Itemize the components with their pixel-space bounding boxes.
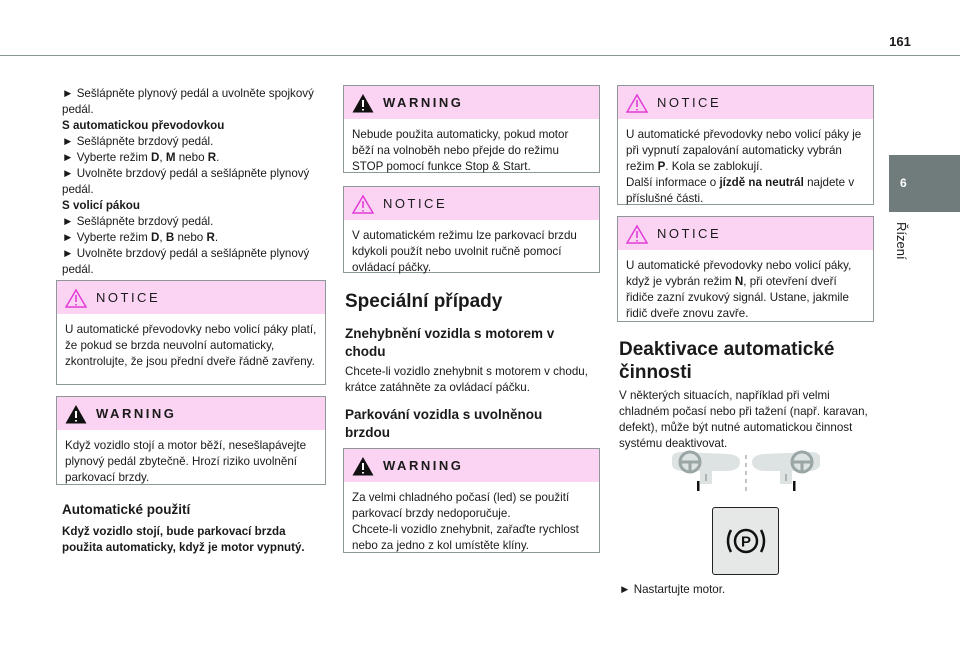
paragraph: Chcete-li vozidlo znehybnit s motorem v chodu, krátce zatáhněte za ovládací páčku. <box>345 365 588 394</box>
page-number: 161 <box>889 34 911 49</box>
notice-icon <box>626 224 648 244</box>
notice-box <box>343 186 600 273</box>
paragraph: Když vozidlo stojí, bude parkovací brzda použita automaticky, když je motor vypnutý. <box>62 525 305 554</box>
step: ► Sešlápněte brzdový pedál. <box>62 135 214 148</box>
deactivation-section <box>619 338 881 452</box>
box-text: Chcete-li vozidlo znehybnit, zařaďte rychlost nebo za jedno z kol umístěte klíny. <box>352 523 579 552</box>
step: ► Uvolněte brzdový pedál a sešlápněte plynový pedál. <box>62 167 310 196</box>
box-text: V automatickém režimu lze parkovací brzdu kdykoli použít nebo uvolnit ručně pomocí ovládací páčky. <box>352 229 577 274</box>
notice-icon <box>626 93 648 113</box>
parking-brake-icon <box>724 526 768 556</box>
box-title: NOTICE <box>383 195 448 211</box>
step: ► Vyberte režim D, M nebo R. <box>62 151 220 164</box>
subheading: Parkování vozidla s uvolněnou brzdou <box>345 407 543 440</box>
header-rule <box>0 55 960 56</box>
warning-icon <box>352 456 374 476</box>
subheading: Znehybnění vozidla s motorem v chodu <box>345 326 555 359</box>
parking-brake-button <box>712 507 779 575</box>
step: ► Sešlápněte brzdový pedál. <box>62 215 214 228</box>
box-title: WARNING <box>96 405 177 421</box>
box-title: NOTICE <box>96 289 161 305</box>
paragraph: V některých situacích, například při velmi chladném počasí nebo při tažení (např. karavan, defekt), může být nutné automatickou činnost systému deaktivovat. <box>619 389 868 450</box>
box-text: Nebude použita automaticky, pokud motor běží na volnoběh nebo přejde do režimu STOP pomocí funkce Stop & Start. <box>352 128 569 173</box>
box-title: NOTICE <box>657 94 722 110</box>
box-text: Když vozidlo stojí a motor běží, nesešlapávejte plynový pedál zbytečně. Hrozí riziko uvolnění parkovací brzdy. <box>65 439 307 484</box>
box-text: U automatické převodovky nebo volicí páky platí, že pokud se brzda neuvolní automaticky, zkontrolujte, že jsou přední dveře řádně zavřeny. <box>65 323 317 368</box>
box-title: NOTICE <box>657 225 722 241</box>
box-title: WARNING <box>383 457 464 473</box>
subheading: S volicí pákou <box>62 199 140 212</box>
box-title: WARNING <box>383 94 464 110</box>
warning-icon <box>352 93 374 113</box>
step: ► Nastartujte motor. <box>619 583 726 596</box>
subheading: S automatickou převodovkou <box>62 119 225 132</box>
warning-icon <box>65 404 87 424</box>
step: ► Vyberte režim D, B nebo R. <box>62 231 219 244</box>
notice-icon <box>65 288 87 308</box>
step: ► Sešlápněte plynový pedál a uvolněte spojkový pedál. <box>62 87 314 116</box>
notice-box <box>617 216 874 322</box>
notice-icon <box>352 194 374 214</box>
column-1 <box>62 86 328 278</box>
step: ► Uvolněte brzdový pedál a sešlápněte plynový pedál. <box>62 247 310 276</box>
auto-use-section <box>62 501 328 556</box>
section-heading: Automatické použití <box>62 502 191 517</box>
notice-box <box>56 280 326 385</box>
chapter-title: Řízení <box>894 222 909 260</box>
chapter-tab[interactable]: 6 <box>889 155 960 212</box>
box-text: U automatické převodovky nebo volicí páky, když je vybrán režim N, při otevření dveří řidiče zazní zvukový signál. Ustane, jakmile řidič dveře znovu zavře. <box>626 259 852 320</box>
notice-box <box>617 85 874 205</box>
svg-text:P: P <box>740 533 751 551</box>
warning-box <box>343 448 600 553</box>
special-section <box>345 290 603 442</box>
section-heading: Deaktivace automatické činnosti <box>619 339 835 383</box>
box-text: U automatické převodovky nebo volicí páky je při vypnutí zapalování automaticky vybrán režim P. Kola se zablokují. Další informace o jízdě na neutrál najdete v příslušné části. <box>626 128 862 205</box>
warning-box <box>56 396 326 485</box>
dashboard-illustration <box>670 450 830 495</box>
box-text: Za velmi chladného počasí (led) se použití parkovací brzdy nedoporučuje. <box>352 491 570 520</box>
warning-box <box>343 85 600 173</box>
section-heading: Speciální případy <box>345 291 503 312</box>
